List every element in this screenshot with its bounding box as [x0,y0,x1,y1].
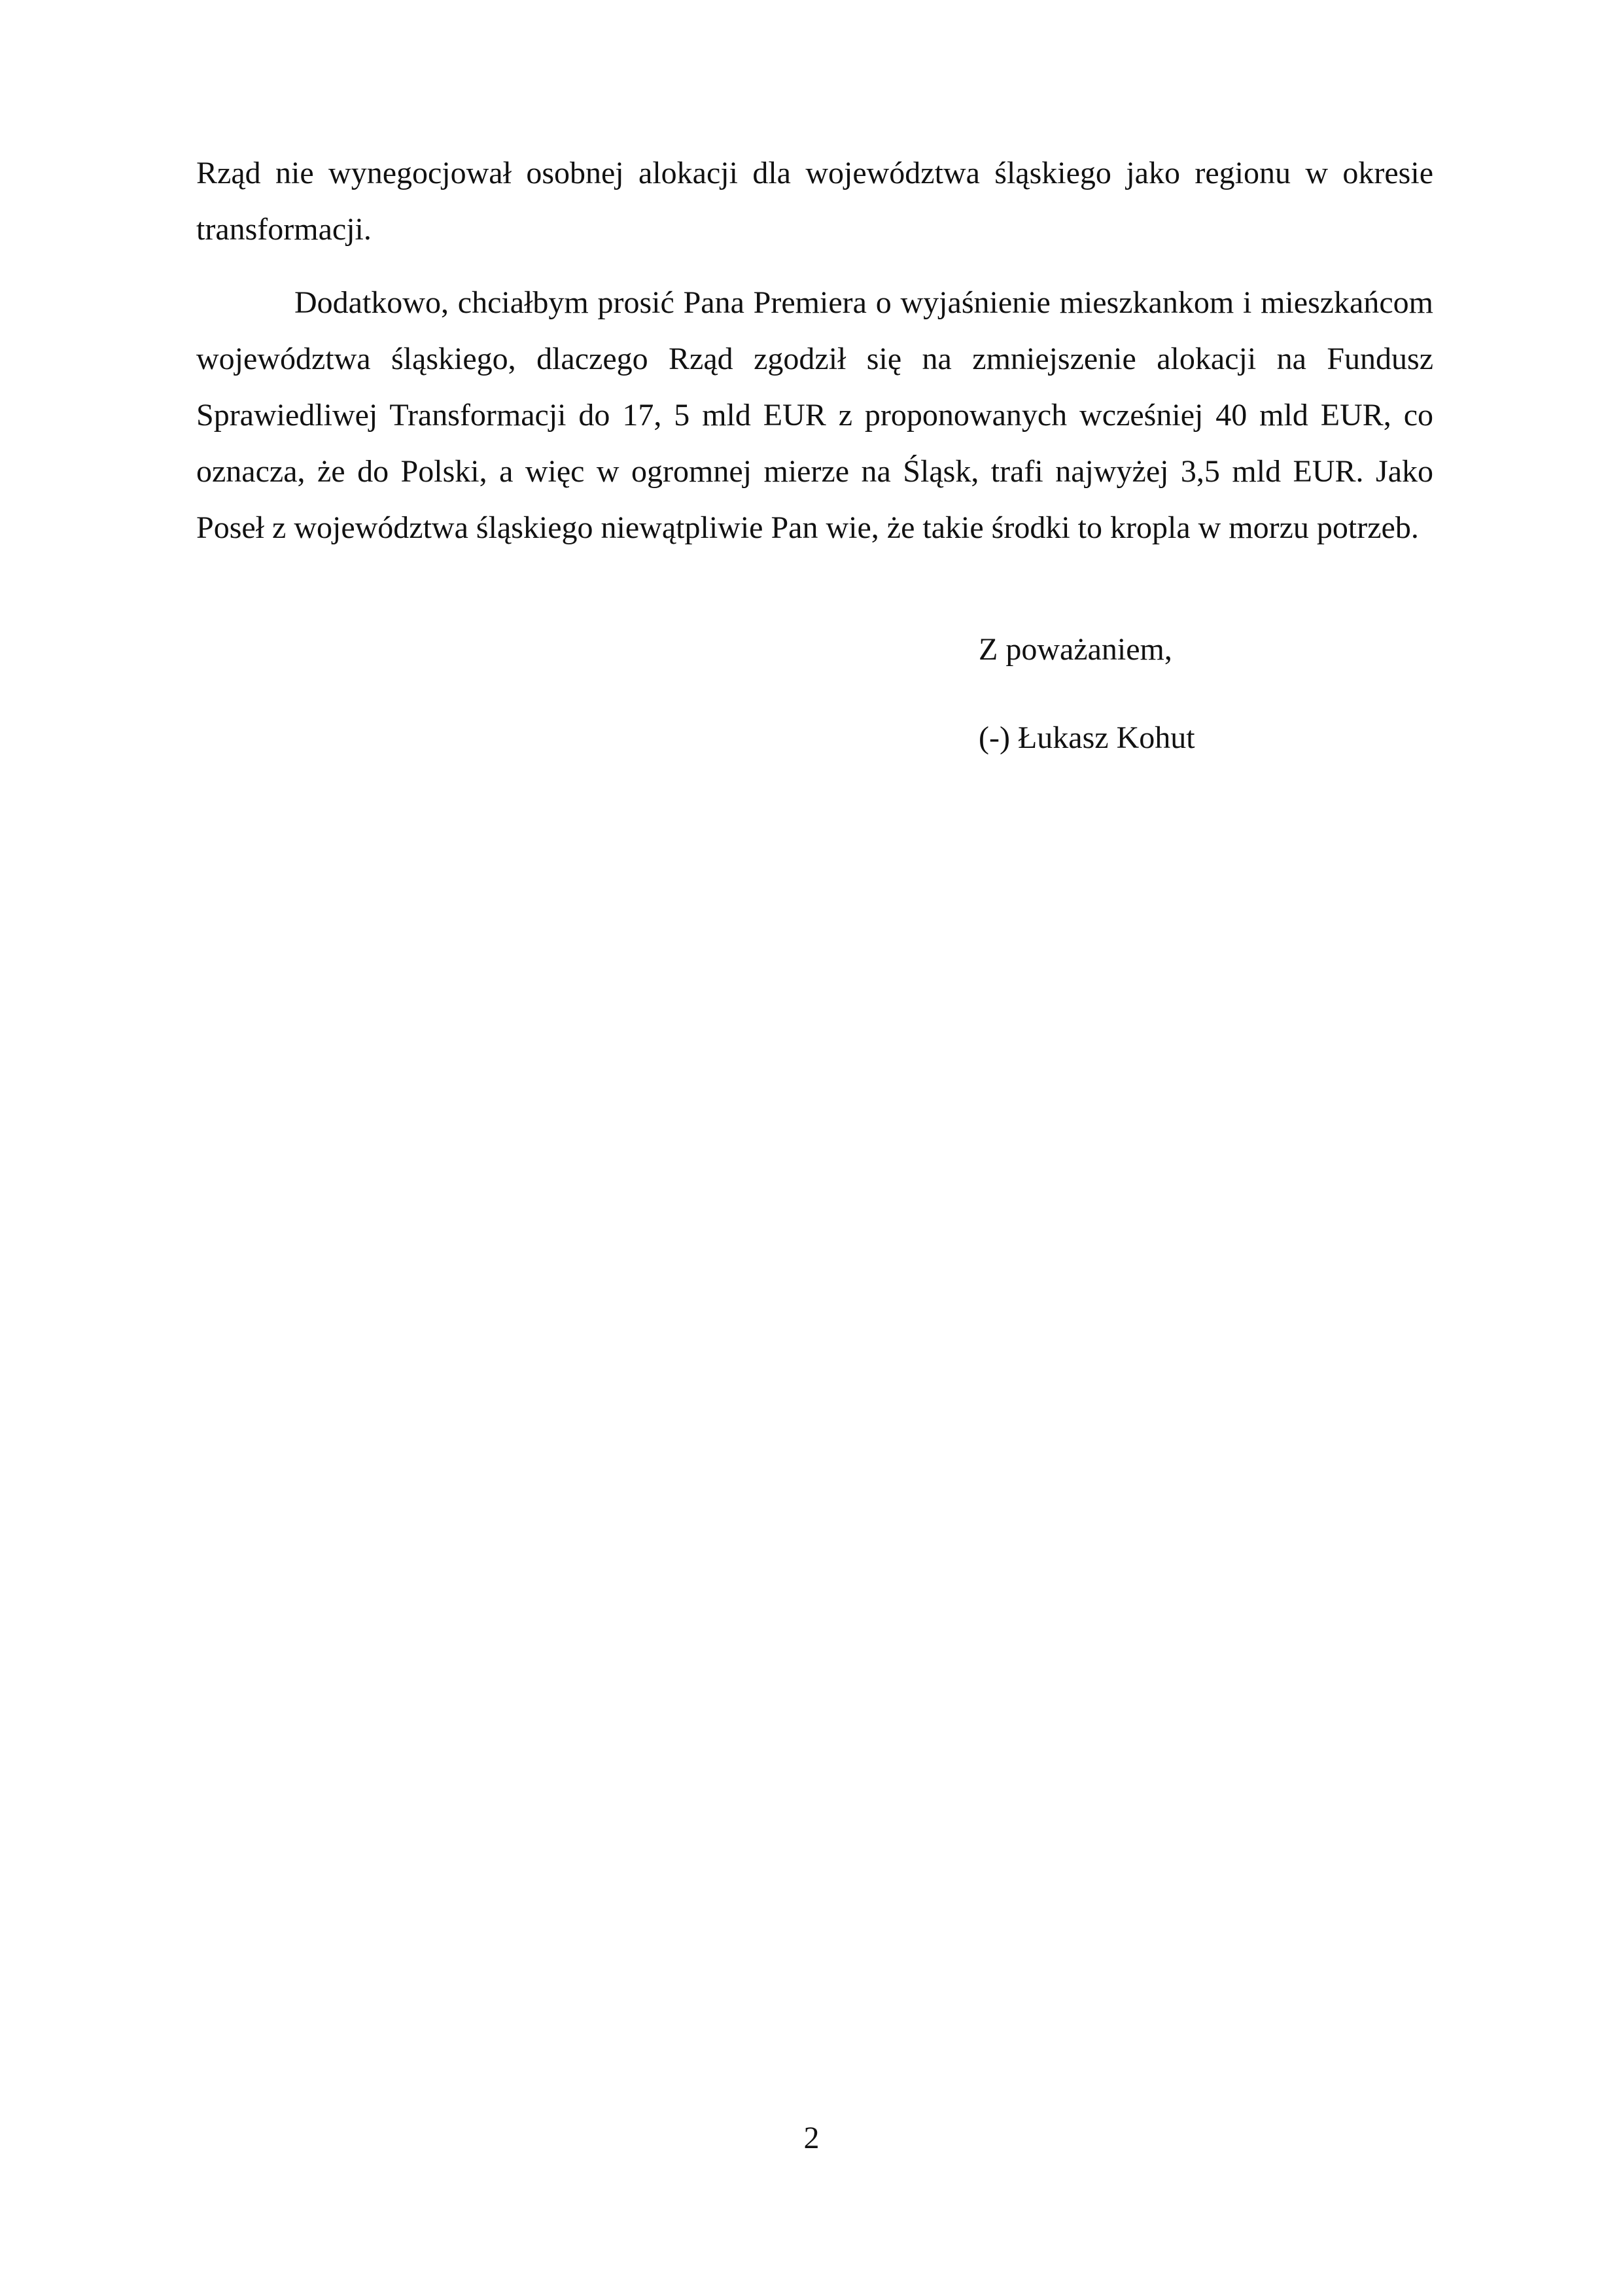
letter-body [196,145,1433,556]
page-number: 2 [803,2121,820,2155]
paragraph-1: Rząd nie wynegocjował osobnej alokacji dla województwa śląskiego jako regionu w okresie transformacji. [196,156,1433,247]
paragraph-2: Dodatkowo, chciałbym prosić Pana Premiera o wyjaśnienie mieszkankom i mieszkańcom województwa śląskiego, dlaczego Rząd zgodził się na zmniejszenie alokacji na Fundusz Sprawiedliwej Transformacji do 17, 5 mld EUR z proponowanych wcześniej 40 mld EUR, co oznacza, że do Polski, a więc w ogromnej mierze na Śląsk, trafi najwyżej 3,5 mld EUR. Jako Poseł z województwa śląskiego niewątpliwie Pan wie, że takie środki to kropla w morzu potrzeb. [196,285,1433,545]
closing-salutation: Z poważaniem, [979,632,1172,667]
signature: (-) Łukasz Kohut [979,720,1195,755]
